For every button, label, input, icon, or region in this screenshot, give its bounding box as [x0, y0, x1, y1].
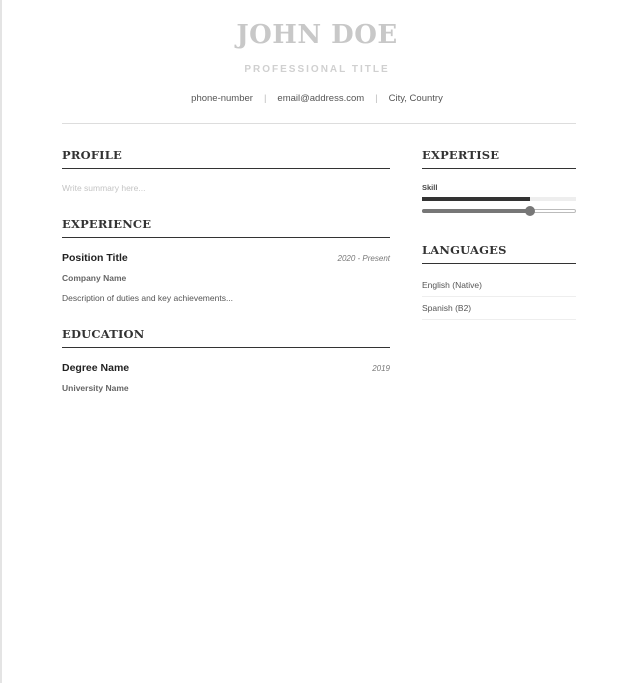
professional-title[interactable]: PROFESSIONAL TITLE — [244, 64, 390, 75]
side-column — [422, 148, 576, 320]
education-year[interactable]: 2019 — [372, 364, 390, 373]
profile-summary[interactable]: Write summary here... — [62, 183, 146, 193]
experience-item — [62, 252, 390, 264]
skill-level-fill — [422, 197, 530, 201]
experience-heading: EXPERIENCE — [62, 217, 390, 238]
expertise-heading: EXPERTISE — [422, 148, 576, 169]
language-item[interactable]: English (Native) — [422, 274, 576, 297]
email[interactable]: email@address.com — [277, 93, 365, 104]
language-item[interactable]: Spanish (B2) — [422, 297, 576, 320]
skill-level-slider[interactable] — [422, 205, 576, 217]
languages-list — [422, 274, 576, 320]
main-column — [62, 148, 390, 393]
header-divider — [62, 123, 576, 124]
location[interactable]: City, Country — [388, 93, 443, 104]
slider-thumb[interactable] — [525, 206, 535, 216]
position-title[interactable]: Position Title — [62, 252, 128, 264]
education-heading: EDUCATION — [62, 327, 390, 348]
resume-name[interactable]: JOHN DOE — [236, 20, 398, 50]
separator: | — [375, 93, 378, 104]
languages-heading: LANGUAGES — [422, 243, 576, 264]
university-name[interactable]: University Name — [62, 383, 129, 393]
profile-heading: PROFILE — [62, 148, 390, 169]
separator: | — [263, 93, 267, 104]
experience-dates[interactable]: 2020 - Present — [337, 254, 390, 263]
skill-level-bar — [422, 197, 576, 201]
contact-line — [0, 93, 634, 104]
phone[interactable]: phone-number — [191, 93, 253, 104]
slider-fill — [422, 209, 530, 213]
experience-description[interactable]: Description of duties and key achievements... — [62, 293, 234, 303]
skill-label[interactable]: Skill — [422, 183, 438, 192]
degree-name[interactable]: Degree Name — [62, 362, 130, 374]
education-item — [62, 362, 390, 374]
company-name[interactable]: Company Name — [62, 273, 127, 283]
